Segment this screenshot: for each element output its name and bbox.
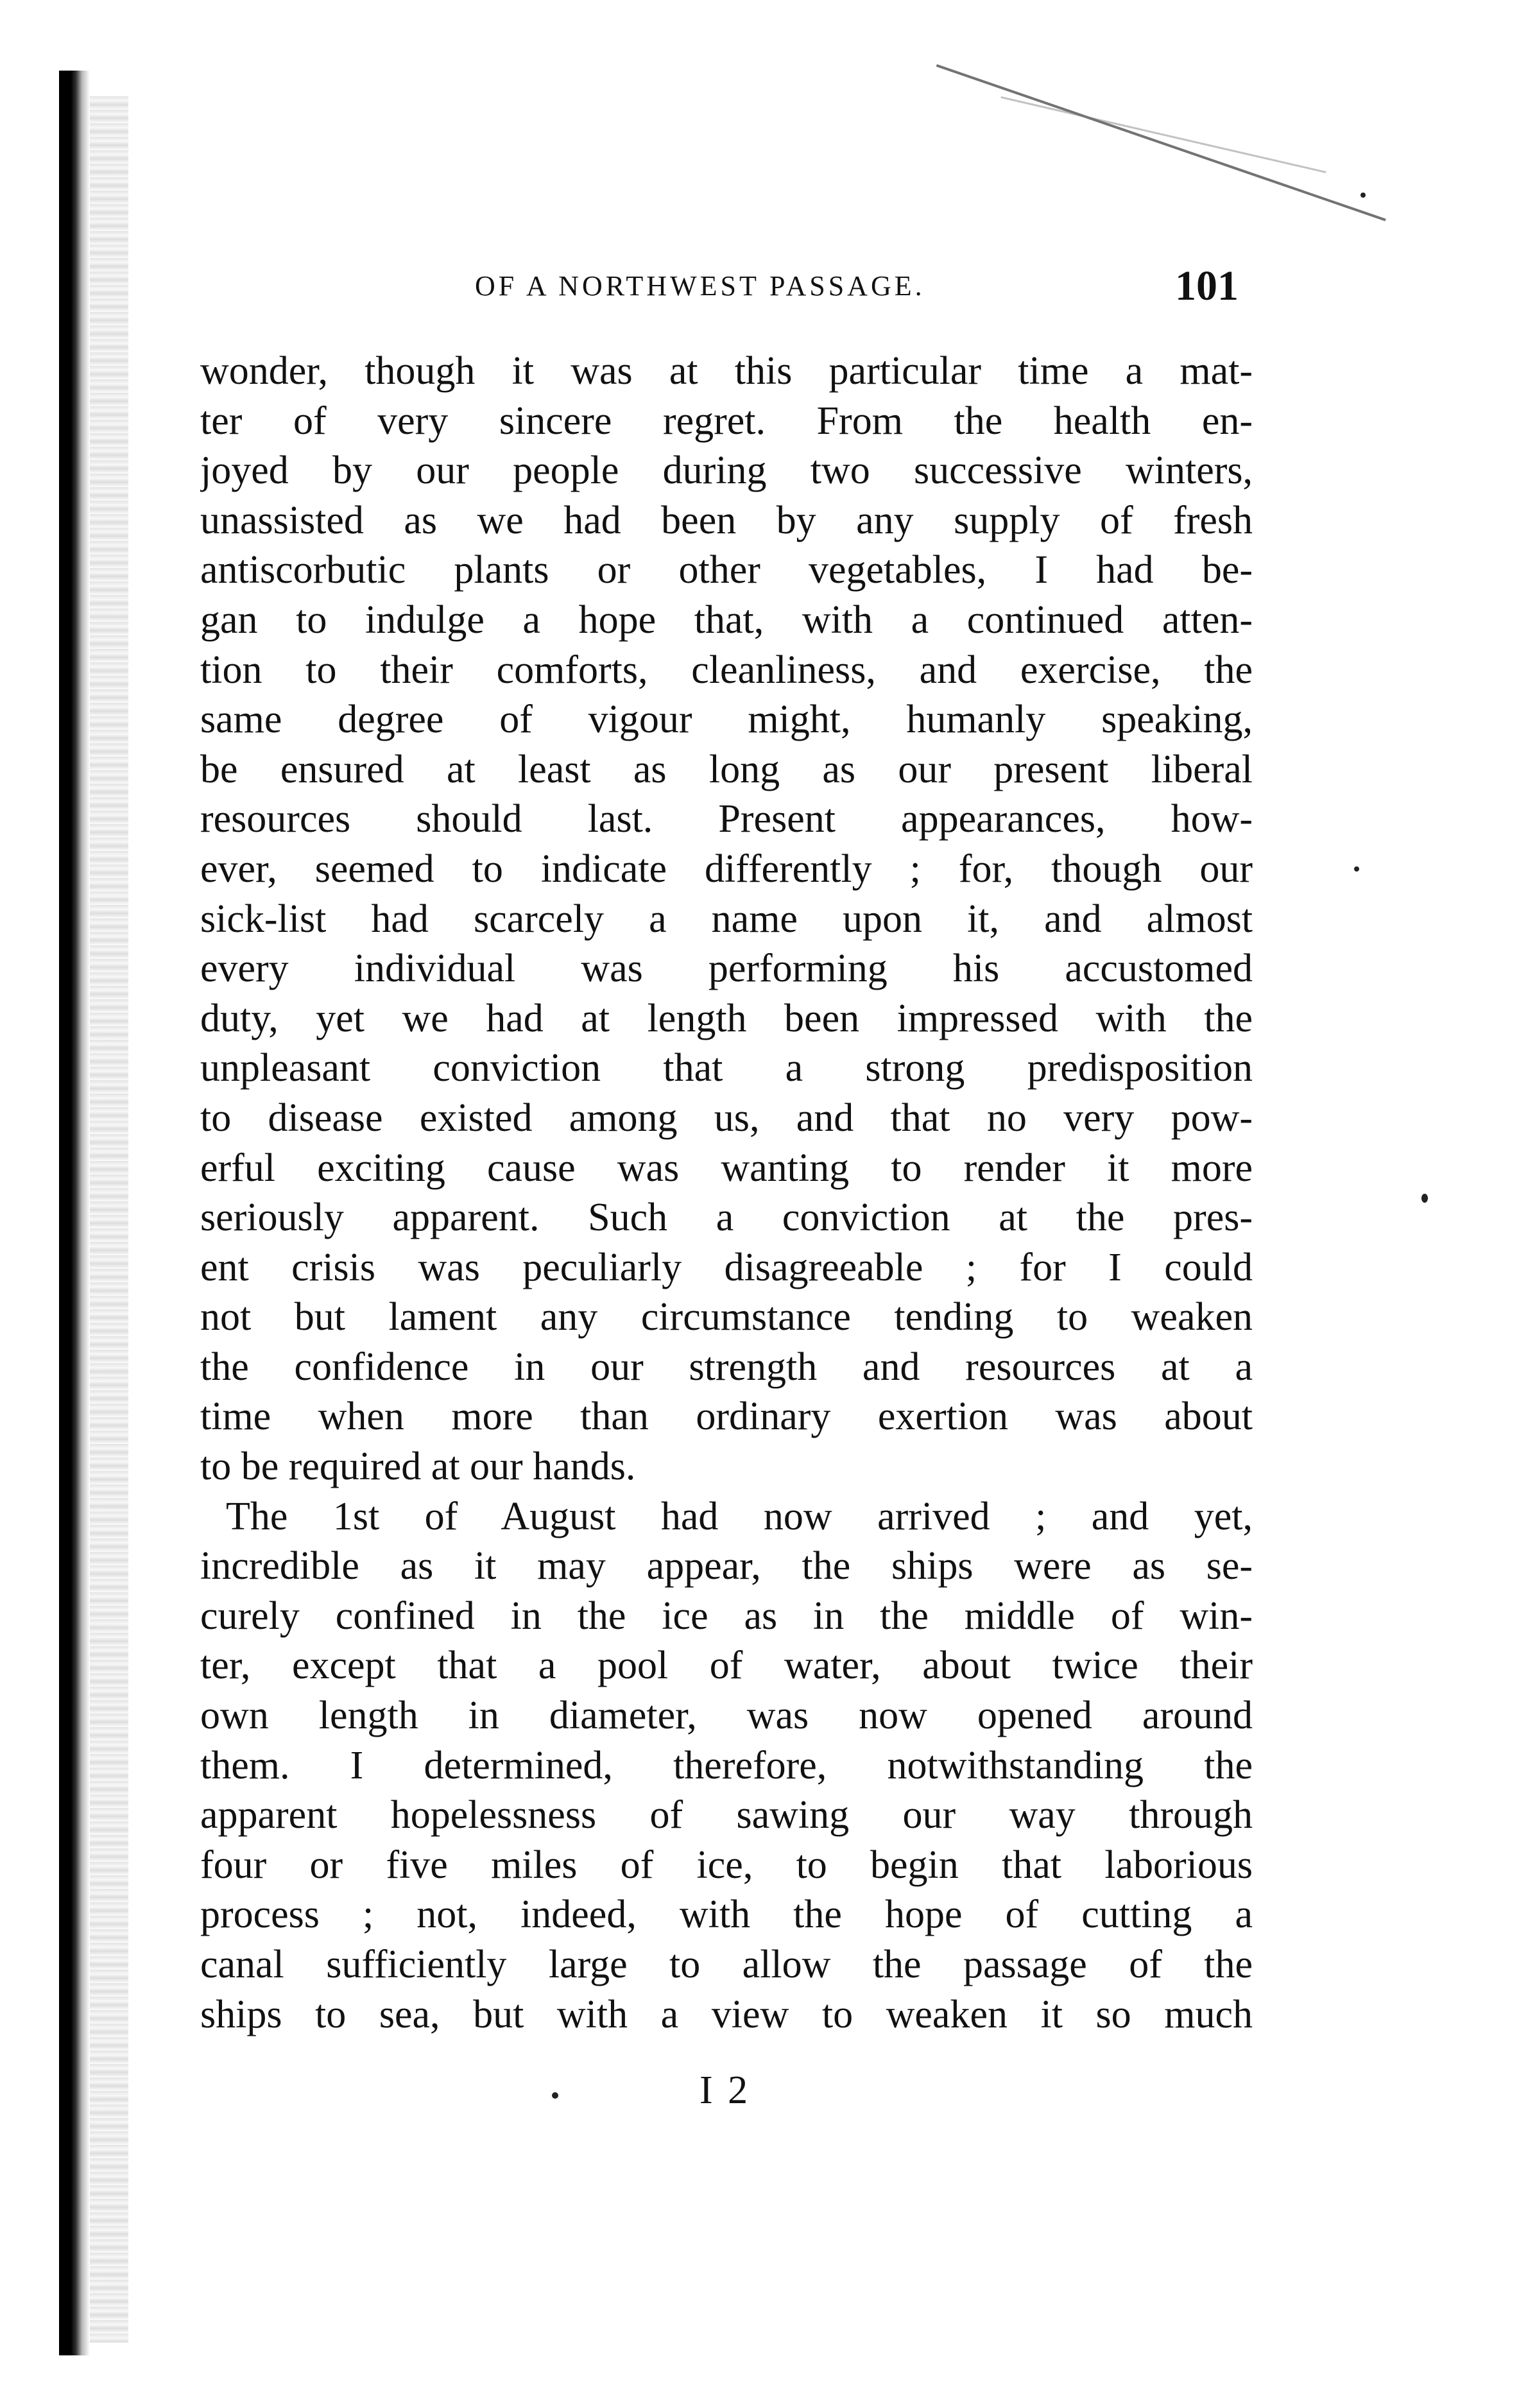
text-line: unpleasant conviction that a strong predisposition: [200, 1046, 1253, 1090]
signature-mark: I 2: [699, 2068, 751, 2112]
text-line: to disease existed among us, and that no very pow-: [200, 1096, 1253, 1140]
text-line: every individual was performing his accustomed: [200, 947, 1253, 991]
text-line: wonder, though it was at this particular time a mat-: [200, 349, 1253, 393]
body-text: [200, 347, 1253, 2040]
text-line: seriously apparent. Such a conviction at the pres-: [200, 1196, 1253, 1240]
text-line: curely confined in the ice as in the middle of win-: [200, 1594, 1253, 1638]
gutter-shadow: [90, 96, 128, 2343]
binding-gutter: [59, 71, 90, 2355]
text-line: not but lament any circumstance tending to weaken: [200, 1295, 1253, 1339]
text-line: canal sufficiently large to allow the passage of the: [200, 1943, 1253, 1986]
text-line: apparent hopelessness of sawing our way through: [200, 1793, 1253, 1837]
running-head: [199, 262, 1251, 320]
ink-speck: [1421, 1194, 1428, 1203]
text-line: ter of very sincere regret. From the health en-: [200, 399, 1253, 443]
text-line: erful exciting cause was wanting to render it more: [200, 1146, 1253, 1190]
text-line: same degree of vigour might, humanly speaking,: [200, 698, 1253, 742]
ink-speck: [1360, 193, 1366, 198]
text-line: ever, seemed to indicate differently ; for, though our: [200, 847, 1253, 891]
paragraph-start-line: The 1st of August had now arrived ; and yet,: [226, 1494, 1253, 1538]
text-line: sick-list had scarcely a name upon it, and almost: [200, 897, 1253, 941]
text-line: be ensured at least as long as our present liberal: [200, 747, 1253, 791]
text-line: four or five miles of ice, to begin that laborious: [200, 1843, 1253, 1887]
text-line: antiscorbutic plants or other vegetables, I had be-: [200, 548, 1253, 592]
text-line: tion to their comforts, cleanliness, and exercise, the: [200, 648, 1253, 692]
text-line: unassisted as we had been by any supply of fresh: [200, 498, 1253, 542]
page-crease: [936, 64, 1386, 221]
text-line: own length in diameter, was now opened around: [200, 1694, 1253, 1738]
text-line: ships to sea, but with a view to weaken it so much: [200, 1992, 1253, 2036]
page-number: 101: [1175, 262, 1239, 309]
text-line: time when more than ordinary exertion was about: [200, 1395, 1253, 1439]
running-title: OF A NORTHWEST PASSAGE.: [475, 270, 925, 302]
text-line: them. I determined, therefore, notwithstanding the: [200, 1743, 1253, 1787]
text-line: process ; not, indeed, with the hope of cutting a: [200, 1893, 1253, 1937]
text-line: the confidence in our strength and resources at a: [200, 1345, 1253, 1389]
text-line: ter, except that a pool of water, about twice their: [200, 1644, 1253, 1688]
text-line: duty, yet we had at length been impressed with the: [200, 996, 1253, 1040]
page-crease-faint: [1000, 96, 1326, 173]
ink-speck: [1354, 866, 1359, 872]
text-line: ent crisis was peculiarly disagreeable ; for I could: [200, 1245, 1253, 1289]
text-line: resources should last. Present appearances, how-: [200, 797, 1253, 841]
text-line: joyed by our people during two successive winters,: [200, 449, 1253, 493]
text-line: gan to indulge a hope that, with a continued atten-: [200, 598, 1253, 642]
ink-speck: [552, 2092, 558, 2099]
paragraph-end-line: to be required at our hands.: [200, 1445, 636, 1489]
text-line: incredible as it may appear, the ships were as se-: [200, 1544, 1253, 1588]
